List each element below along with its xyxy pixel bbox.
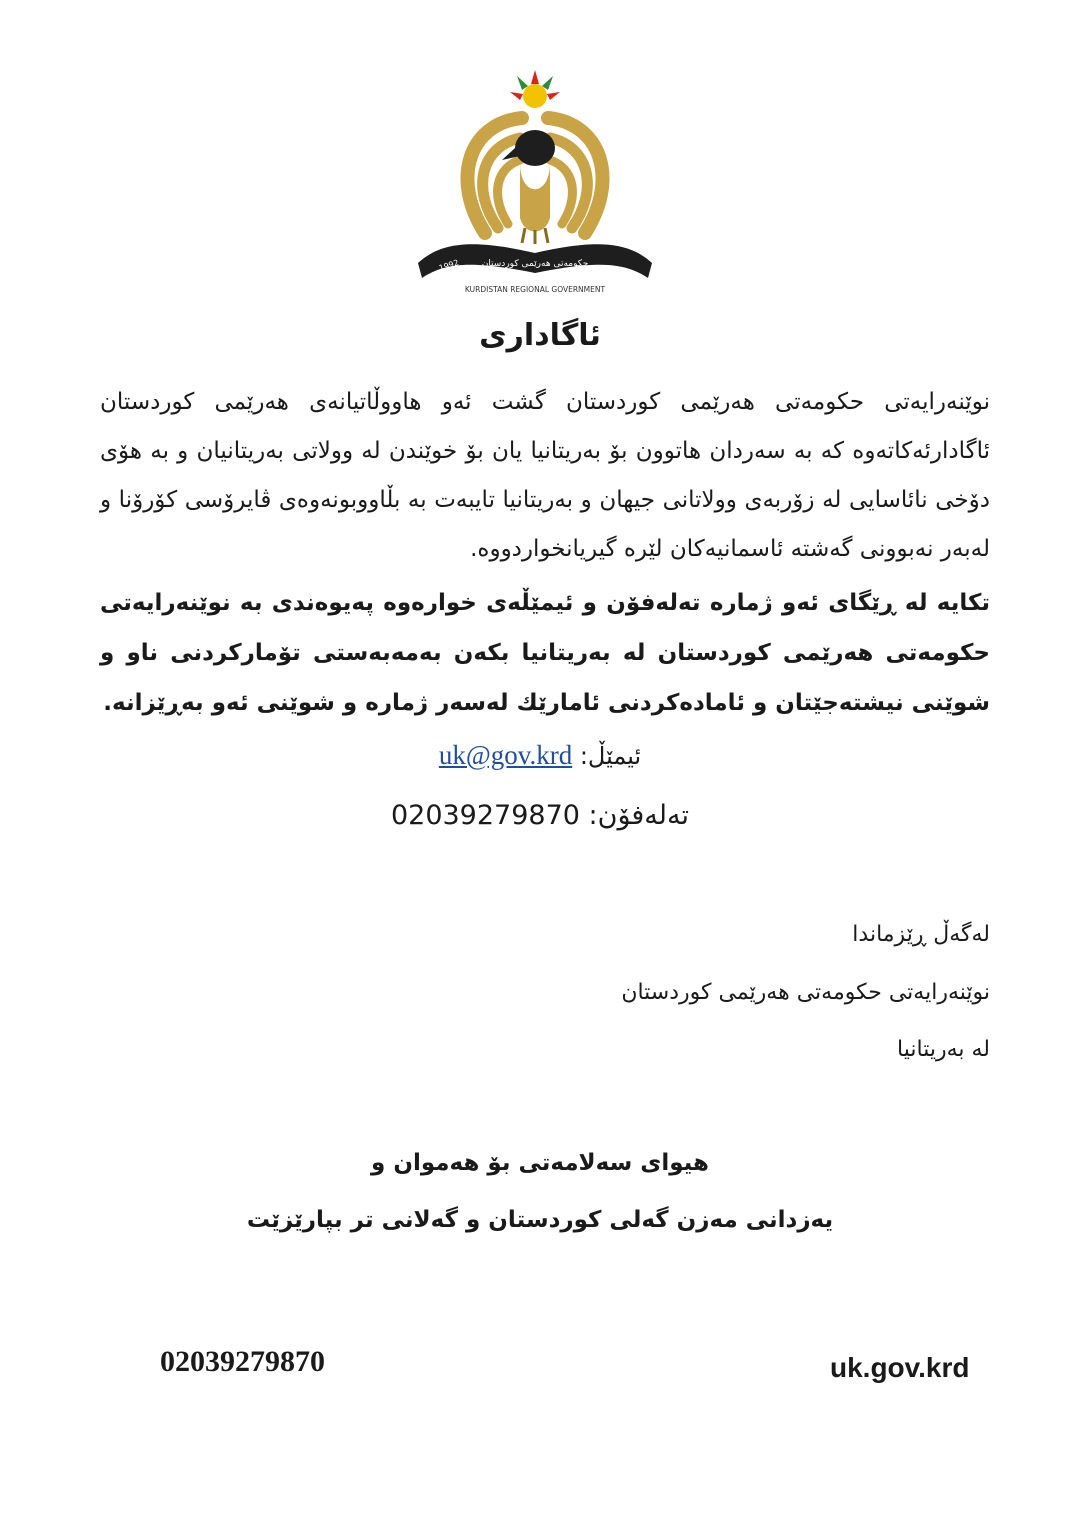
phone-label: تەلەفۆن: (588, 800, 690, 831)
sun-icon (510, 70, 560, 108)
phone-row (0, 800, 1080, 831)
email-row (0, 740, 1080, 771)
svg-text:حكومەتی هەرێمی كوردستان: حكومەتی هەرێمی كوردستان (481, 259, 589, 269)
wish-line-2: یەزدانی مەزن گەلی کوردستان و گەلانی تر بپارێزێت (246, 1207, 834, 1233)
footer-phone: 02039279870 (160, 1345, 325, 1378)
notice-title: ئاگاداری (479, 318, 601, 353)
notice-paragraph-2: تكایە لە ڕێگای ئەو ژمارە تەلەفۆن و ئیمێڵەی خوارەوە پەیوەندی بە نوێنەرایەتی حكومەتی هەرێمی كوردستان لە بەریتانیا بكەن بەمەبەستی تۆماركردنی ناو و شوێنی نیشتەجێتان و ئامادەكردنی ئامارێك لەسەر ژمارە و شوێنی ئەو بەڕێزانە. (100, 590, 990, 716)
notice-paragraph-1: نوێنەرایەتی حکومەتی هەرێمی کوردستان گشت ئەو هاووڵاتیانەی هەرێمی کوردستان ئاگادارئەکاتەوە کە بە سەردان هاتوون بۆ بەریتانیا یان بۆ خوێندن لە وولاتی بەریتانیان و بە هۆی دۆخی نائاسایی لە زۆربەی وولاتانی جیهان و بەریتانیا تایبەت بە بڵاووبونەوەی ڤایرۆسی کۆرۆنا و لەبەر نەبوونی گەشتە ئاسمانیەکان لێرە گیریانخواردووە. (100, 389, 990, 562)
email-label: ئیمێڵ: (579, 742, 642, 770)
krg-emblem-logo (410, 68, 660, 308)
wish-line-1: هیوای سەلامەتی بۆ هەموان و (371, 1150, 709, 1176)
signature-organization: نوێنەرایەتی حکومەتی هەرێمی کوردستان (621, 980, 990, 1005)
footer-website[interactable]: uk.gov.krd (830, 1352, 970, 1383)
svg-text:KURDISTAN REGIONAL GOVERNMENT: KURDISTAN REGIONAL GOVERNMENT (464, 285, 606, 294)
svg-text:1992: 1992 (437, 258, 460, 273)
signature-greeting: لەگەڵ ڕێزماندا (852, 922, 990, 947)
email-link[interactable]: uk@gov.krd (438, 740, 573, 770)
phone-number: 02039279870 (390, 800, 580, 831)
signature-location: لە بەریتانیا (897, 1037, 990, 1062)
